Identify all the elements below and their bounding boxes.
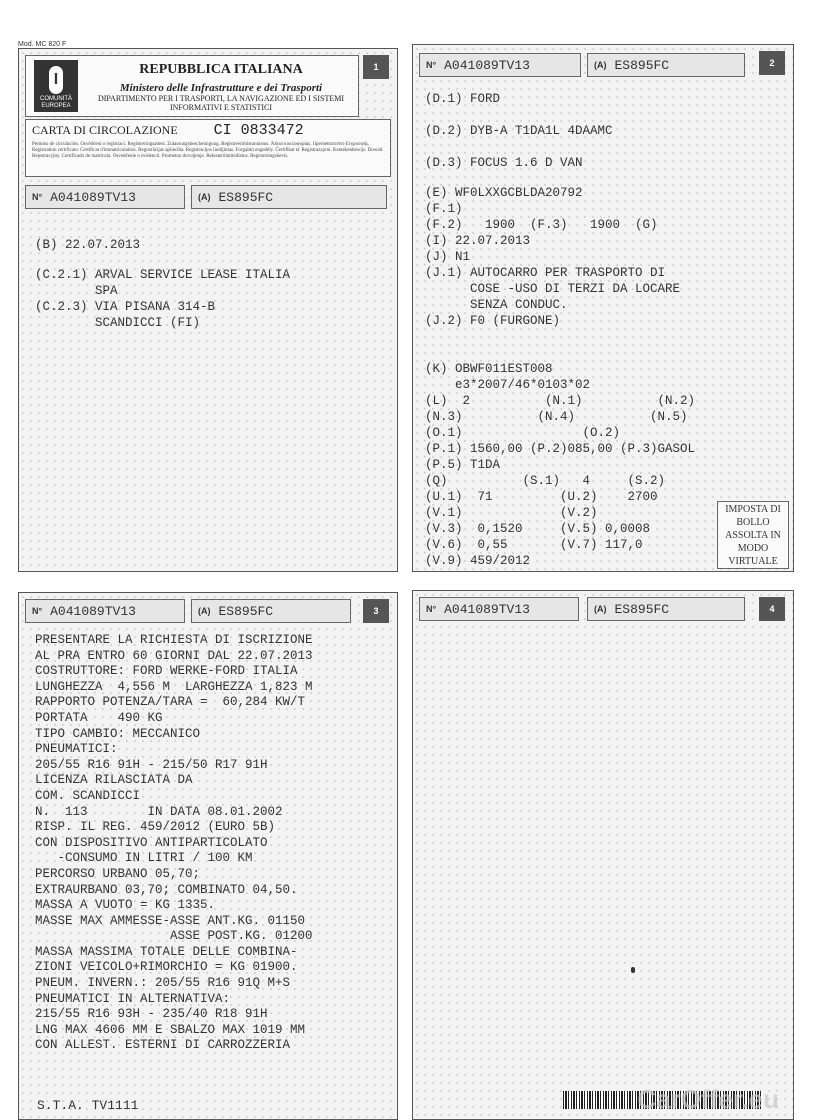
id-number: A041089TV13 <box>50 189 136 205</box>
document-id-box <box>419 53 581 77</box>
plate-prefix: (A) <box>198 192 211 202</box>
eu-label: COMUNITÀ EUROPEA <box>40 96 72 109</box>
page-number-badge: 4 <box>759 597 785 621</box>
registration-title-box <box>25 119 391 177</box>
plate-number: ES895FC <box>218 189 274 205</box>
plate-number: ES895FC <box>614 57 670 73</box>
page-4-panel <box>412 590 794 1120</box>
carta-number: CI 0833472 <box>213 122 304 139</box>
republic-title: REPUBBLICA ITALIANA <box>139 62 303 77</box>
id-number: A041089TV13 <box>444 601 530 617</box>
permit-translations: Permiso de circulación. Osvědčení o registraci. Registreringsattest. Zulassungsbescheinigung. Registreerimistunnistus. Άδεια κυκλοφορίας. Ilpernetturuvtro Ετγροσφής. Registration certificate. Certificat d'immatriculation. Registrācijas apliecība. Registracijos liudijimas. Forgalmi engedély. Čertifikat ta' Registrazzjoni. Kentekenbewijs. Dowód Rejestracyjny. Certificado de matrícula. Osvedčenie o evidencii. Prometno dovoljenje. Rekisteröintitodistus. Registreringsbevis. <box>32 142 383 159</box>
additional-notes: PRESENTARE LA RICHIESTA DI ISCRIZIONE AL PRA ENTRO 60 GIORNI DAL 22.07.2013 COSTRUTTORE: FORD WERKE-FORD ITALIA LUNGHEZZA 4,556 M LARGHEZZA 1,823 M RAPPORTO POTENZA/TARA = 60,284 KW/T PORTATA 490 KG TIPO CAMBIO: MECCANICO PNEUMATICI: 205/55 R16 91H - 215/50 R17 91H LICENZA RILASCIATA DA COM. SCANDICCI N. 113 IN DATA 08.01.2002 RISP. IL REG. 459/2012 (EURO 5B) CON DISPOSITIVO ANTIPARTICOLATO -CONSUMO IN LITRI / 100 KM PERCORSO URBANO 05,70; EXTRAURBANO 03,70; COMBINATO 04,50. MASSA A VUOTO = KG 1335. MASSE MAX AMMESSE-ASSE ANT.KG. 01150 ASSE POST.KG. 01200 MASSA MASSIMA TOTALE DELLE COMBINA- ZIONI VEICOLO+RIMORCHIO = KG 01900. PNEUM. INVERN.: 205/55 R16 91Q M+S PNEUMATICI IN ALTERNATIVA: 215/55 R16 93H - 235/40 R18 91H LNG MAX 4606 MM E SBALZO MAX 1019 MM CON ALLEST. ESTERNI DI CARROZZERIA <box>35 633 313 1053</box>
page-1-panel <box>18 48 398 572</box>
field-c21: (C.2.1) ARVAL SERVICE LEASE ITALIA <box>35 268 291 282</box>
field-q: (Q) (S.1) 4 (S.2) <box>425 474 666 488</box>
field-u1: (U.1) 71 (U.2) 2700 <box>425 490 658 504</box>
document-id-box <box>419 597 579 621</box>
field-v6: (V.6) 0,55 (V.7) 117,0 <box>425 538 643 552</box>
page-2-panel <box>412 44 794 572</box>
document-id-box <box>25 185 185 209</box>
document-id-box <box>25 599 185 623</box>
field-d1: (D.1) FORD <box>425 92 501 106</box>
plate-number: ES895FC <box>614 601 670 617</box>
field-b: (B) 22.07.2013 <box>35 238 141 252</box>
page-number-badge: 3 <box>363 599 389 623</box>
sta-code: S.T.A. TV1111 <box>37 1098 139 1113</box>
header-box <box>25 55 359 117</box>
plate-box <box>191 185 387 209</box>
field-p1: (P.1) 1560,00 (P.2)085,00 (P.3)GASOL <box>425 442 696 456</box>
field-o1: (O.1) (O.2) <box>425 426 621 440</box>
field-p5: (P.5) T1DA <box>425 458 501 472</box>
field-c23: (C.2.3) VIA PISANA 314-B <box>35 300 216 314</box>
field-l: (L) 2 (N.1) (N.2) <box>425 394 696 408</box>
field-d2: (D.2) DYB-A T1DA1L 4DAAMC <box>425 124 613 138</box>
field-c23-cont: SCANDICCI (FI) <box>35 316 201 330</box>
plate-prefix: (A) <box>198 606 211 616</box>
field-v3: (V.3) 0,1520 (V.5) 0,0008 <box>425 522 651 536</box>
plate-box <box>587 53 745 77</box>
watermark-logo: CarOffer.eu <box>637 1084 779 1114</box>
field-c21-cont: SPA <box>35 284 118 298</box>
department-name: DIPARTIMENTO PER I TRASPORTI, LA NAVIGAZIONE ED I SISTEMI INFORMATIVI E STATISTICI <box>97 94 345 112</box>
plate-prefix: (A) <box>594 604 607 614</box>
field-n3: (N.3) (N.4) (N.5) <box>425 410 688 424</box>
id-number: A041089TV13 <box>50 603 136 619</box>
field-k-cont: e3*2007/46*0103*02 <box>425 378 591 392</box>
page-number-badge: 2 <box>759 51 785 75</box>
id-prefix: N° <box>426 604 437 614</box>
issuer-block <box>86 62 356 112</box>
field-j: (J) N1 <box>425 250 471 264</box>
field-e: (E) WF0LXXGCBLDA20792 <box>425 186 583 200</box>
page-3-panel <box>18 592 398 1120</box>
field-j1: (J.1) AUTOCARRO PER TRASPORTO DI <box>425 266 666 280</box>
field-j2: (J.2) F0 (FURGONE) <box>425 314 561 328</box>
field-k: (K) OBWF011EST008 <box>425 362 553 376</box>
field-f2: (F.2) 1900 (F.3) 1900 (G) <box>425 218 658 232</box>
id-prefix: N° <box>426 60 437 70</box>
field-d3: (D.3) FOCUS 1.6 D VAN <box>425 156 583 170</box>
plate-box <box>191 599 351 623</box>
field-i: (I) 22.07.2013 <box>425 234 531 248</box>
field-v1: (V.1) (V.2) <box>425 506 598 520</box>
plate-box <box>587 597 745 621</box>
field-v9: (V.9) 459/2012 <box>425 554 531 568</box>
id-prefix: N° <box>32 606 43 616</box>
id-number: A041089TV13 <box>444 57 530 73</box>
field-f1: (F.1) <box>425 202 463 216</box>
plate-number: ES895FC <box>218 603 274 619</box>
model-label: Mod. MC 820 F <box>18 41 67 48</box>
field-j1-cont: COSE -USO DI TERZI DA LOCARE <box>425 282 681 296</box>
page-number-badge: 1 <box>363 55 389 79</box>
plate-prefix: (A) <box>594 60 607 70</box>
ink-speck <box>631 967 635 973</box>
carta-label: CARTA DI CIRCOLAZIONE <box>32 123 178 137</box>
eu-country-letter: I <box>49 66 63 94</box>
id-prefix: N° <box>32 192 43 202</box>
ministry-name: Ministero delle Infrastrutture e dei Trasporti <box>119 82 323 94</box>
stamp-duty-box: IMPOSTA DI BOLLO ASSOLTA IN MODO VIRTUALE <box>717 501 789 569</box>
field-j1-cont2: SENZA CONDUC. <box>425 298 568 312</box>
eu-flag-icon <box>34 60 78 112</box>
